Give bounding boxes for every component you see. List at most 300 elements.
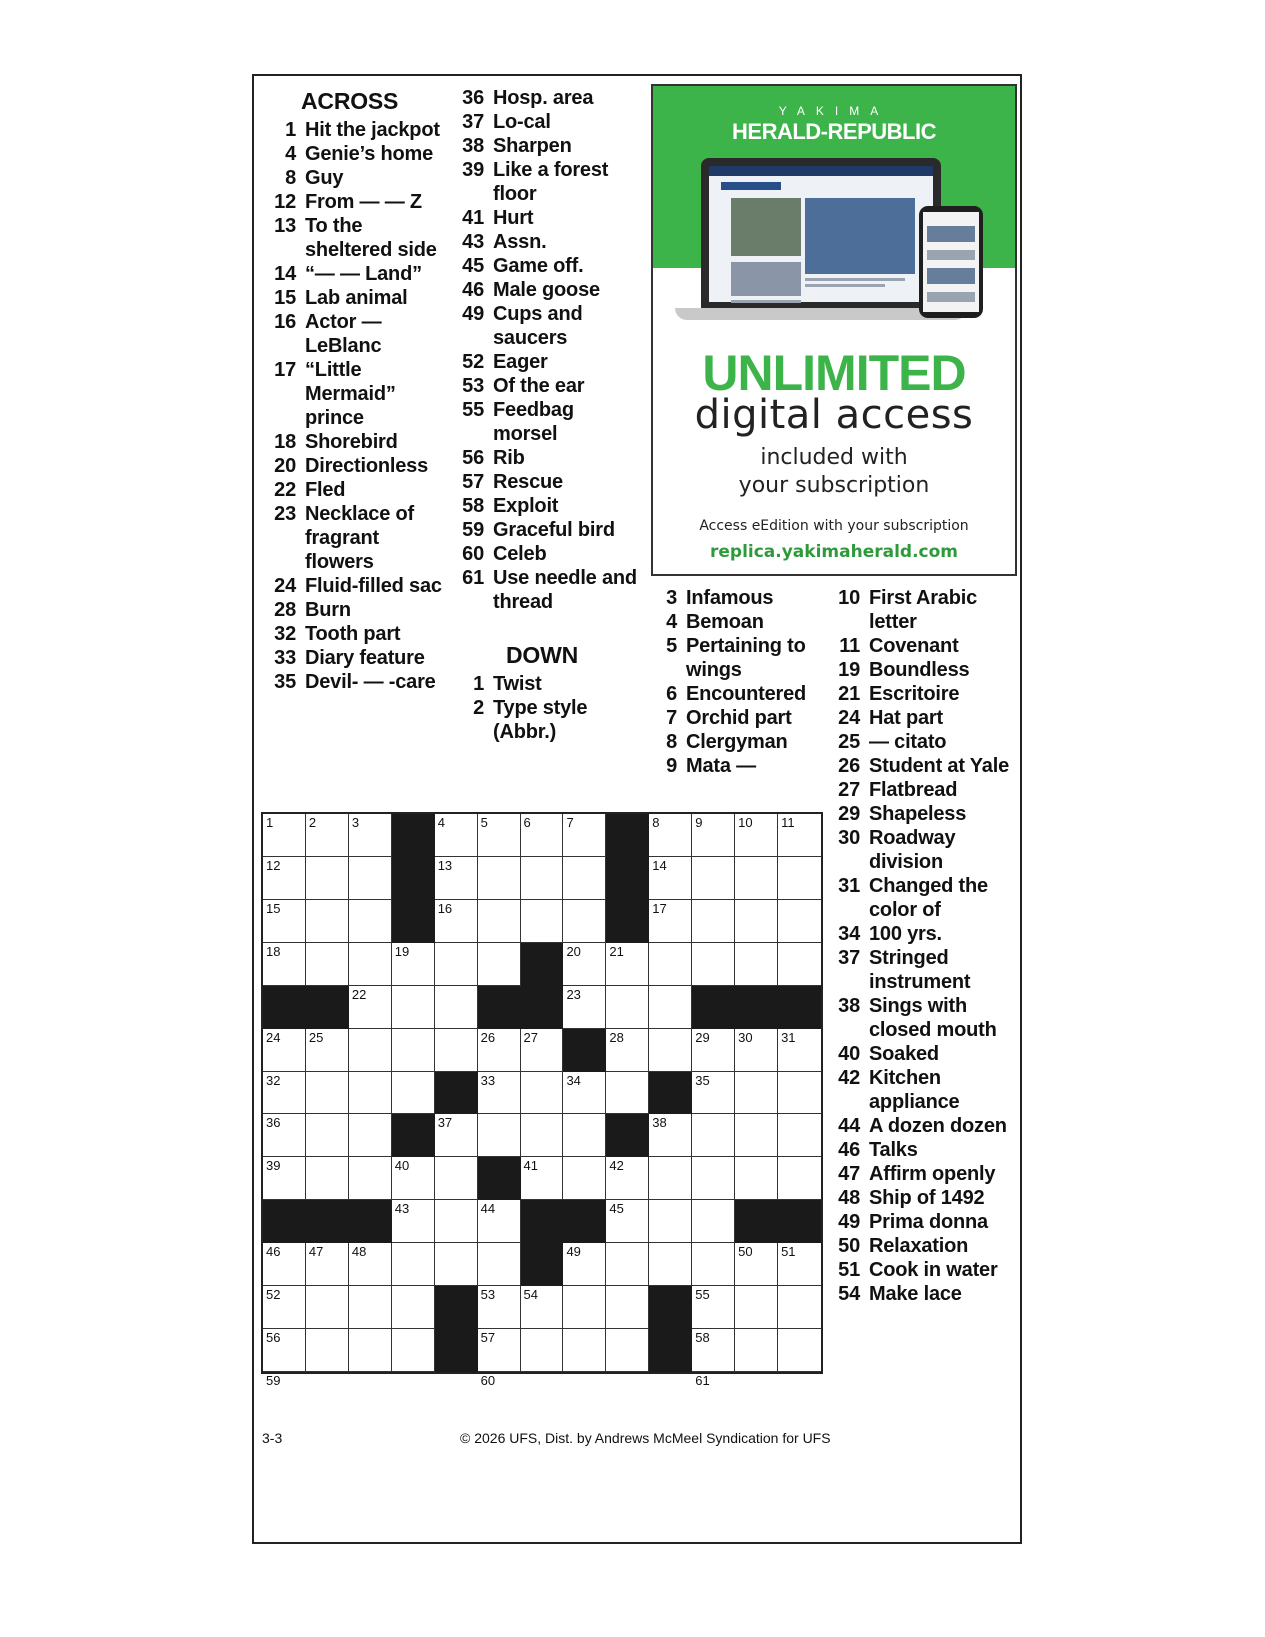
- grid-cell[interactable]: [778, 1329, 821, 1372]
- grid-cell-number: 18: [266, 943, 281, 959]
- grid-cell[interactable]: [349, 1329, 392, 1372]
- clue-text: 100 yrs.: [869, 923, 942, 945]
- grid-cell[interactable]: [692, 814, 735, 857]
- grid-cell-number: 7: [566, 815, 574, 830]
- grid-cell[interactable]: [392, 1243, 435, 1286]
- clue-item: [450, 278, 640, 302]
- clue-number: 3: [666, 587, 677, 609]
- clue-item: [450, 542, 640, 566]
- grid-cell-number: 45: [609, 1201, 624, 1217]
- grid-cell[interactable]: [349, 1157, 392, 1200]
- grid-cell[interactable]: [692, 857, 735, 900]
- grid-cell[interactable]: [735, 814, 778, 857]
- grid-cell[interactable]: [349, 1286, 392, 1329]
- clue-text: Cups and saucers: [493, 303, 583, 349]
- clue-text: Necklace of fragrant flowers: [305, 503, 414, 573]
- grid-cell[interactable]: [349, 900, 392, 943]
- grid-black-square: [521, 986, 564, 1029]
- grid-black-square: [478, 1157, 521, 1200]
- grid-cell[interactable]: [306, 814, 349, 857]
- grid-cell[interactable]: [435, 900, 478, 943]
- clue-item: [262, 574, 452, 598]
- clue-item: [643, 634, 823, 682]
- grid-cell-number: 61: [695, 1372, 710, 1388]
- grid-cell[interactable]: [778, 814, 821, 857]
- clue-number: 44: [838, 1115, 860, 1137]
- clue-number: 21: [838, 683, 860, 705]
- clue-text: From — — Z: [305, 191, 422, 213]
- grid-black-square: [735, 986, 778, 1029]
- grid-cell[interactable]: [349, 1243, 392, 1286]
- grid-cell[interactable]: [349, 986, 392, 1029]
- grid-cell[interactable]: [521, 1072, 564, 1115]
- grid-cell-number: 9: [695, 815, 703, 830]
- grid-cell[interactable]: [306, 1243, 349, 1286]
- grid-cell[interactable]: [478, 1114, 521, 1157]
- clue-text: Escritoire: [869, 683, 960, 705]
- grid-cell[interactable]: [478, 1286, 521, 1329]
- grid-cell[interactable]: [692, 1029, 735, 1072]
- grid-black-square: [392, 900, 435, 943]
- clue-text: Directionless: [305, 455, 429, 477]
- grid-cell[interactable]: [735, 1029, 778, 1072]
- grid-cell[interactable]: [478, 814, 521, 857]
- grid-cell[interactable]: [563, 1114, 606, 1157]
- clue-item: [262, 142, 452, 166]
- clue-item: [450, 206, 640, 230]
- clue-item: [450, 110, 640, 134]
- clue-item: [262, 670, 452, 694]
- grid-cell[interactable]: [606, 943, 649, 986]
- grid-cell[interactable]: [778, 900, 821, 943]
- grid-cell[interactable]: [263, 943, 306, 986]
- grid-cell[interactable]: [692, 943, 735, 986]
- clue-text: Shapeless: [869, 803, 967, 825]
- grid-cell-number: 57: [480, 1330, 496, 1346]
- grid-cell[interactable]: [306, 943, 349, 986]
- across-heading: ACROSS: [301, 88, 399, 114]
- clue-text: Roadway division: [869, 827, 956, 873]
- clue-item: [826, 994, 1016, 1042]
- grid-cell[interactable]: [392, 1029, 435, 1072]
- grid-cell[interactable]: [263, 857, 306, 900]
- grid-cell[interactable]: [392, 943, 435, 986]
- grid-cell[interactable]: [306, 1029, 349, 1072]
- clue-number: 24: [274, 575, 296, 597]
- grid-cell[interactable]: [692, 1200, 735, 1243]
- grid-cell[interactable]: [692, 1243, 735, 1286]
- clue-item: [262, 262, 452, 286]
- grid-cell[interactable]: [392, 986, 435, 1029]
- grid-cell-number: 34: [566, 1072, 581, 1088]
- across-column-1: [262, 86, 452, 694]
- clue-text: First Arabic letter: [869, 587, 978, 633]
- clue-text: Changed the color of: [869, 875, 988, 921]
- clue-text: Like a forest floor: [493, 159, 609, 205]
- grid-cell[interactable]: [649, 1157, 692, 1200]
- grid-cell[interactable]: [649, 900, 692, 943]
- grid-cell[interactable]: [563, 857, 606, 900]
- clue-item: [826, 946, 1016, 994]
- grid-cell[interactable]: [606, 1029, 649, 1072]
- clue-number: 15: [274, 287, 296, 309]
- clue-text: Eager: [493, 351, 548, 373]
- grid-black-square: [263, 986, 306, 1029]
- grid-cell-number: 12: [266, 857, 281, 873]
- grid-cell[interactable]: [435, 986, 478, 1029]
- clue-text: Feedbag morsel: [493, 399, 574, 445]
- grid-cell[interactable]: [478, 1200, 521, 1243]
- grid-cell[interactable]: [263, 814, 306, 857]
- clue-number: 52: [462, 351, 484, 373]
- clue-item: [450, 158, 640, 206]
- grid-cell[interactable]: [263, 1029, 306, 1072]
- grid-cell[interactable]: [435, 1029, 478, 1072]
- grid-black-square: [606, 900, 649, 943]
- grid-cell[interactable]: [263, 1114, 306, 1157]
- grid-cell[interactable]: [735, 1072, 778, 1115]
- grid-cell[interactable]: [563, 1157, 606, 1200]
- grid-black-square: [478, 986, 521, 1029]
- grid-cell[interactable]: [478, 1329, 521, 1372]
- grid-cell[interactable]: [649, 943, 692, 986]
- clue-text: Flatbread: [869, 779, 958, 801]
- grid-cell-number: 17: [652, 900, 667, 916]
- grid-cell-number: 1: [266, 815, 274, 830]
- grid-cell[interactable]: [306, 857, 349, 900]
- clue-text: Orchid part: [686, 707, 792, 729]
- clue-number: 39: [462, 159, 484, 181]
- grid-cell[interactable]: [692, 1072, 735, 1115]
- grid-cell[interactable]: [563, 1243, 606, 1286]
- grid-cell[interactable]: [263, 1072, 306, 1115]
- clue-item: [262, 214, 452, 262]
- grid-cell[interactable]: [735, 943, 778, 986]
- grid-cell[interactable]: [521, 1029, 564, 1072]
- grid-cell[interactable]: [306, 1286, 349, 1329]
- clue-number: 1: [473, 673, 484, 695]
- grid-black-square: [778, 986, 821, 1029]
- grid-cell-number: 19: [394, 943, 410, 959]
- screen-photo: [731, 262, 801, 296]
- grid-cell[interactable]: [735, 1243, 778, 1286]
- clue-number: 25: [838, 731, 860, 753]
- clue-number: 8: [285, 167, 296, 189]
- grid-cell-number: 27: [523, 1029, 538, 1045]
- grid-cell[interactable]: [692, 1114, 735, 1157]
- clue-item: [643, 610, 823, 634]
- clue-item: [450, 518, 640, 542]
- grid-cell[interactable]: [521, 900, 564, 943]
- grid-cell[interactable]: [478, 900, 521, 943]
- grid-cell-number: 8: [652, 815, 660, 830]
- clue-number: 37: [838, 947, 860, 969]
- clue-text: Male goose: [493, 279, 600, 301]
- clue-text: “— — Land”: [305, 263, 422, 285]
- clue-item: [643, 682, 823, 706]
- clue-number: 46: [838, 1139, 860, 1161]
- grid-cell[interactable]: [521, 857, 564, 900]
- grid-cell[interactable]: [735, 1329, 778, 1372]
- grid-cell[interactable]: [521, 1286, 564, 1329]
- grid-cell-number: 40: [394, 1158, 410, 1174]
- grid-cell-number: 21: [609, 943, 624, 959]
- grid-cell[interactable]: [435, 857, 478, 900]
- grid-cell[interactable]: [435, 1200, 478, 1243]
- clue-number: 22: [274, 479, 296, 501]
- grid-cell[interactable]: [521, 814, 564, 857]
- grid-cell[interactable]: [392, 1329, 435, 1372]
- grid-cell[interactable]: [306, 900, 349, 943]
- clue-number: 9: [666, 755, 677, 777]
- clue-item: [262, 190, 452, 214]
- clue-number: 6: [666, 683, 677, 705]
- grid-cell-number: 46: [266, 1244, 281, 1260]
- grid-cell[interactable]: [606, 1157, 649, 1200]
- grid-cell[interactable]: [263, 900, 306, 943]
- grid-cell[interactable]: [606, 1286, 649, 1329]
- clue-item: [262, 502, 452, 574]
- grid-cell[interactable]: [778, 1029, 821, 1072]
- grid-cell[interactable]: [478, 857, 521, 900]
- grid-cell[interactable]: [478, 943, 521, 986]
- clue-text: Sharpen: [493, 135, 572, 157]
- clue-item: [826, 874, 1016, 922]
- clue-text: Exploit: [493, 495, 559, 517]
- grid-cell[interactable]: [692, 1157, 735, 1200]
- clue-number: 49: [838, 1211, 860, 1233]
- phone-screen: [923, 212, 979, 312]
- grid-cell-number: 58: [695, 1330, 710, 1346]
- grid-cell[interactable]: [435, 1157, 478, 1200]
- clue-number: 29: [838, 803, 860, 825]
- down-clues-list-4: [826, 586, 1016, 1306]
- grid-cell[interactable]: [435, 814, 478, 857]
- clue-text: Prima donna: [869, 1211, 988, 1233]
- clue-number: 56: [462, 447, 484, 469]
- clue-item: [450, 302, 640, 350]
- grid-cell-number: 47: [308, 1244, 324, 1260]
- clue-item: [262, 478, 452, 502]
- across-clues-list-2: [450, 86, 640, 614]
- clue-item: [450, 374, 640, 398]
- grid-cell-number: 44: [480, 1201, 496, 1217]
- clue-number: 42: [838, 1067, 860, 1089]
- clue-item: [450, 672, 640, 696]
- clue-item: [262, 598, 452, 622]
- grid-cell[interactable]: [649, 1029, 692, 1072]
- clue-number: 31: [838, 875, 860, 897]
- grid-cell-number: 3: [351, 815, 360, 830]
- grid-black-square: [649, 1329, 692, 1372]
- clue-text: Fled: [305, 479, 346, 501]
- grid-cell[interactable]: [349, 943, 392, 986]
- grid-cell[interactable]: [735, 1286, 778, 1329]
- grid-cell[interactable]: [263, 1286, 306, 1329]
- grid-cell[interactable]: [649, 1243, 692, 1286]
- grid-cell[interactable]: [606, 986, 649, 1029]
- grid-cell[interactable]: [692, 1329, 735, 1372]
- grid-cell[interactable]: [349, 814, 392, 857]
- grid-cell[interactable]: [606, 1243, 649, 1286]
- grid-cell[interactable]: [306, 1072, 349, 1115]
- clue-text: Hit the jackpot: [305, 119, 440, 141]
- subscription-ad[interactable]: [651, 84, 1017, 576]
- clue-item: [262, 646, 452, 670]
- clue-item: [450, 398, 640, 446]
- grid-cell[interactable]: [392, 1200, 435, 1243]
- grid-cell[interactable]: [349, 1072, 392, 1115]
- grid-cell[interactable]: [692, 900, 735, 943]
- laptop-illustration: [701, 158, 941, 308]
- grid-cell[interactable]: [606, 1200, 649, 1243]
- grid-cell[interactable]: [606, 1072, 649, 1115]
- grid-cell[interactable]: [392, 1286, 435, 1329]
- clue-item: [450, 446, 640, 470]
- grid-black-square: [692, 986, 735, 1029]
- clue-text: Ship of 1492: [869, 1187, 985, 1209]
- clue-number: 19: [838, 659, 860, 681]
- clue-text: Bemoan: [686, 611, 764, 633]
- clue-item: [826, 1258, 1016, 1282]
- clue-text: Type style (Abbr.): [493, 697, 588, 743]
- grid-cell[interactable]: [735, 900, 778, 943]
- grid-cell[interactable]: [563, 1286, 606, 1329]
- clue-item: [826, 1066, 1016, 1114]
- grid-cell[interactable]: [478, 1029, 521, 1072]
- clue-number: 13: [274, 215, 296, 237]
- clue-number: 54: [838, 1283, 860, 1305]
- grid-cell[interactable]: [435, 1114, 478, 1157]
- clue-text: Stringed instrument: [869, 947, 971, 993]
- grid-cell-number: 48: [351, 1244, 367, 1260]
- grid-cell[interactable]: [478, 1072, 521, 1115]
- ad-subhead: digital access: [694, 392, 974, 438]
- across-clues-list-1: [262, 118, 452, 694]
- grid-cell[interactable]: [606, 1329, 649, 1372]
- grid-cell[interactable]: [563, 814, 606, 857]
- clue-item: [643, 754, 823, 778]
- grid-cell[interactable]: [306, 1329, 349, 1372]
- grid-cell[interactable]: [692, 1286, 735, 1329]
- grid-cell[interactable]: [649, 857, 692, 900]
- grid-cell[interactable]: [263, 1157, 306, 1200]
- grid-cell[interactable]: [778, 1243, 821, 1286]
- grid-cell-number: 33: [480, 1072, 496, 1088]
- grid-cell[interactable]: [349, 857, 392, 900]
- clue-number: 20: [274, 455, 296, 477]
- grid-black-square: [521, 1243, 564, 1286]
- grid-cell-number: 16: [437, 900, 453, 916]
- grid-cell[interactable]: [649, 986, 692, 1029]
- clue-text: Lab animal: [305, 287, 408, 309]
- grid-cell[interactable]: [263, 1243, 306, 1286]
- grid-cell[interactable]: [563, 1072, 606, 1115]
- grid-cell[interactable]: [778, 1072, 821, 1115]
- grid-cell[interactable]: [435, 1243, 478, 1286]
- clue-number: 55: [462, 399, 484, 421]
- grid-cell[interactable]: [563, 943, 606, 986]
- ad-url-link[interactable]: replica.yakimaherald.com: [709, 542, 959, 562]
- clue-number: 37: [462, 111, 484, 133]
- clue-number: 18: [274, 431, 296, 453]
- grid-cell-number: 24: [266, 1029, 281, 1045]
- grid-cell-number: 52: [266, 1287, 281, 1303]
- grid-cell[interactable]: [521, 1329, 564, 1372]
- clue-item: [826, 730, 1016, 754]
- grid-cell[interactable]: [735, 857, 778, 900]
- across-column-2: [450, 86, 640, 744]
- grid-cell[interactable]: [392, 1072, 435, 1115]
- grid-cell-number: 53: [480, 1287, 496, 1303]
- down-heading: DOWN: [506, 642, 579, 668]
- grid-cell[interactable]: [349, 1029, 392, 1072]
- grid-black-square: [606, 1114, 649, 1157]
- clue-text: Soaked: [869, 1043, 939, 1065]
- grid-cell-number: 35: [695, 1072, 710, 1088]
- grid-cell[interactable]: [563, 1329, 606, 1372]
- grid-cell[interactable]: [778, 943, 821, 986]
- grid-cell[interactable]: [649, 1200, 692, 1243]
- grid-cell-number: 39: [266, 1158, 281, 1174]
- grid-cell[interactable]: [563, 986, 606, 1029]
- grid-cell[interactable]: [778, 1114, 821, 1157]
- grid-cell-number: 2: [308, 815, 317, 830]
- clue-number: 30: [838, 827, 860, 849]
- grid-cell-number: 4: [437, 815, 445, 830]
- grid-cell[interactable]: [521, 1157, 564, 1200]
- clue-number: 38: [462, 135, 484, 157]
- grid-cell[interactable]: [649, 1114, 692, 1157]
- clue-text: Student at Yale: [869, 755, 1010, 777]
- clue-number: 17: [274, 359, 296, 381]
- clue-number: 46: [462, 279, 484, 301]
- grid-cell-number: 22: [351, 986, 367, 1002]
- grid-cell[interactable]: [521, 1114, 564, 1157]
- clue-item: [450, 254, 640, 278]
- grid-cell[interactable]: [349, 1114, 392, 1157]
- clue-item: [643, 706, 823, 730]
- grid-cell-number: 15: [266, 900, 281, 916]
- clue-number: 28: [274, 599, 296, 621]
- grid-cell[interactable]: [778, 1286, 821, 1329]
- grid-cell[interactable]: [306, 1157, 349, 1200]
- grid-cell[interactable]: [263, 1329, 306, 1372]
- clue-text: Celeb: [493, 543, 547, 565]
- clue-item: [262, 358, 452, 430]
- clue-item: [826, 1210, 1016, 1234]
- grid-cell[interactable]: [735, 1114, 778, 1157]
- clue-item: [826, 586, 1016, 634]
- grid-cell[interactable]: [778, 1157, 821, 1200]
- grid-cell[interactable]: [563, 900, 606, 943]
- grid-cell[interactable]: [735, 1157, 778, 1200]
- clue-item: [262, 310, 452, 358]
- clue-number: 27: [838, 779, 860, 801]
- clue-number: 14: [274, 263, 296, 285]
- clue-text: A dozen dozen: [869, 1115, 1007, 1137]
- grid-black-square: [606, 814, 649, 857]
- grid-cell[interactable]: [392, 1157, 435, 1200]
- grid-cell[interactable]: [478, 1243, 521, 1286]
- clue-item: [262, 454, 452, 478]
- clue-item: [826, 1234, 1016, 1258]
- grid-cell[interactable]: [435, 943, 478, 986]
- clue-number: 4: [666, 611, 677, 633]
- grid-cell[interactable]: [649, 814, 692, 857]
- grid-cell[interactable]: [778, 857, 821, 900]
- grid-cell[interactable]: [306, 1114, 349, 1157]
